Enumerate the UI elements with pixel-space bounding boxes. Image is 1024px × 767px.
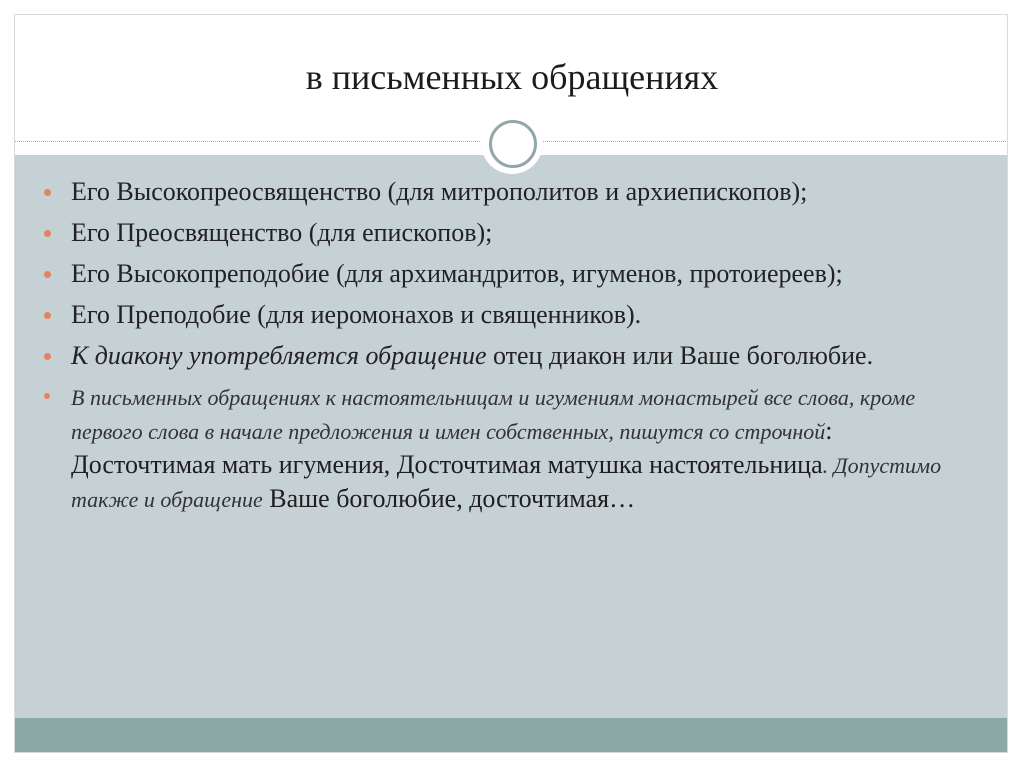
item-text: Его Преподобие (для иеромонахов и священников).	[71, 300, 642, 329]
bullet-icon	[44, 189, 51, 196]
list-item	[40, 217, 980, 249]
bullet-icon	[44, 230, 51, 237]
item-text: : Досточтимая мать игумения, Досточтимая матушка настоятельница	[71, 416, 833, 479]
ring-ornament-icon	[489, 120, 537, 168]
list-item-deacon	[40, 340, 980, 372]
bullet-icon	[44, 393, 50, 399]
item-text: отец диакон или Ваше боголюбие.	[486, 341, 874, 370]
list-item	[40, 258, 980, 290]
bullet-icon	[44, 353, 51, 360]
item-text: Ваше боголюбие, досточтимая…	[262, 484, 636, 513]
item-italic-text: В письменных обращениях к настоятельницам и игумениям монастырей все слова, кроме первого слова в начале предложения и имен собственных, пишутся со строчной	[71, 385, 916, 444]
bullet-icon	[44, 312, 51, 319]
item-italic-text: . Допустимо также и обращение	[71, 453, 942, 512]
item-italic-text: К диакону употребляется обращение	[71, 341, 487, 370]
address-list	[40, 176, 980, 525]
item-text: Его Высокопреосвященство (для митрополитов и архиепископов);	[71, 177, 808, 206]
item-text: Его Высокопреподобие (для архимандритов, игуменов, протоиереев);	[71, 259, 843, 288]
item-text: Его Преосвященство (для епископов);	[71, 218, 493, 247]
list-item-written-address	[40, 381, 980, 516]
page-title: в письменных обращениях	[305, 57, 719, 97]
bullet-icon	[44, 271, 51, 278]
list-item	[40, 299, 980, 331]
list-item	[40, 176, 980, 208]
